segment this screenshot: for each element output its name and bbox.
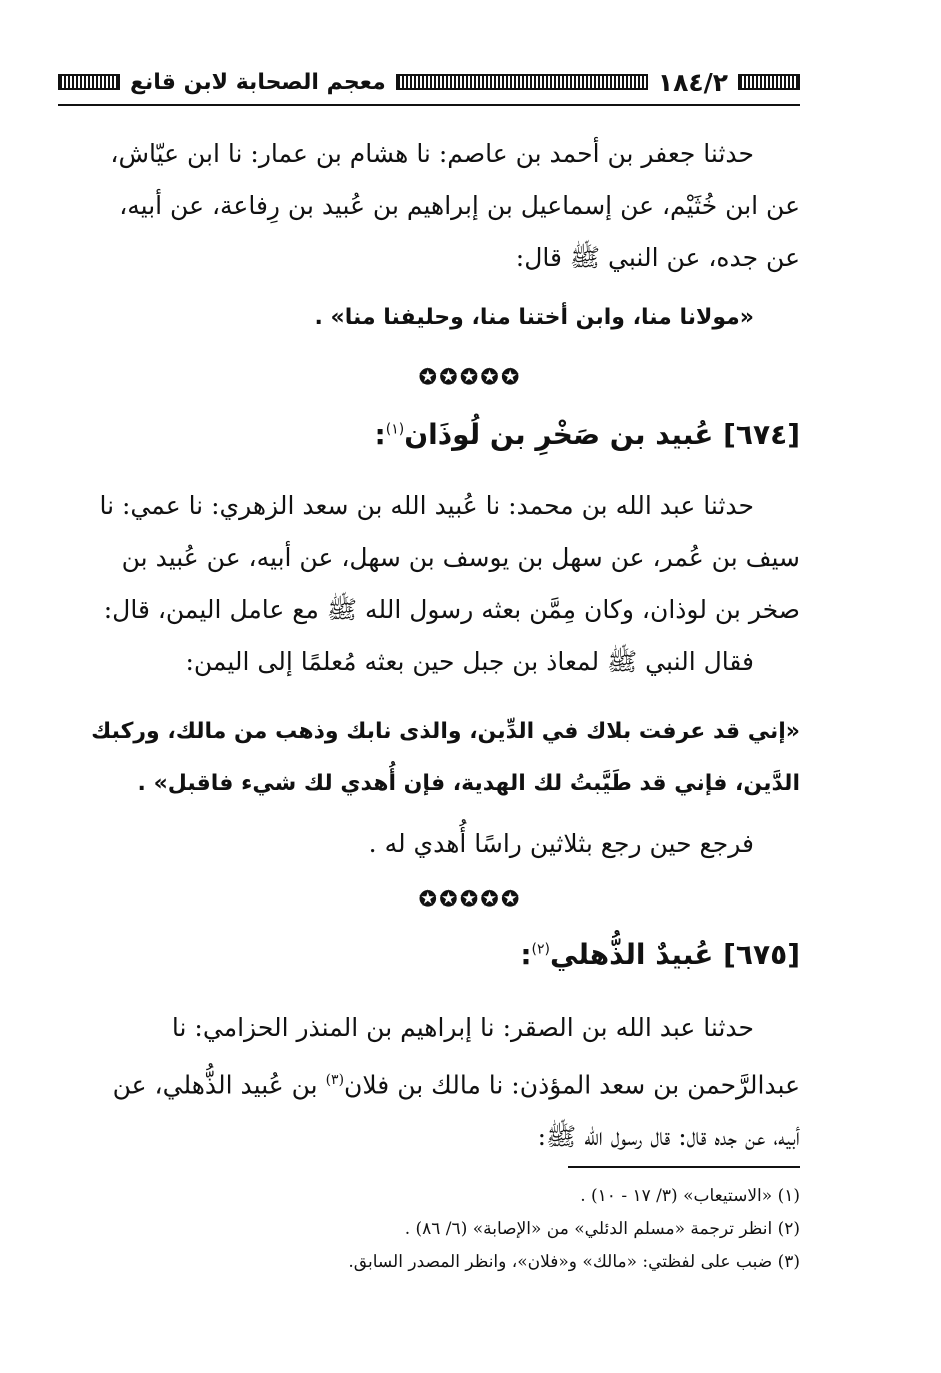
footnote-2: (٢) انظر ترجمة «مسلم الدئلي» من «الإصابة» (٦/ ٨٦) . [404,1219,800,1239]
heading-text: [٦٧٤] عُبيد بن صَخْرِ بن لُوذَان [404,418,800,451]
footnote-ref: (١) [385,421,405,438]
footnote-1: (١) «الاستيعاب» (٣/ ١٧ - ١٠) . [580,1186,800,1206]
text-line: حدثنا عبد الله بن محمد: نا عُبيد الله بن سعد الزهري: نا عمي: نا [99,491,754,520]
text-line: حدثنا جعفر بن أحمد بن عاصم: نا هشام بن عمار: نا ابن عيّاش، [110,139,754,168]
heading-colon: : [520,938,532,971]
heading-colon: : [374,418,386,451]
hadith-chain-673 [58,128,800,284]
text-line: أبيه، عن جده قال: قال رسول الله ﷺ: [537,1122,800,1152]
section-divider: ✪✪✪✪✪ [419,364,522,389]
hadith-chain-674 [58,480,800,688]
hadith-quote: «إني قد عرفت بلاك في الدِّين، والذى نابك وذهب من مالك، وركبك [91,719,800,744]
hadith-text-673 [58,292,800,344]
entry-heading-674 [58,418,800,451]
hadith-chain-675 [58,1002,800,1163]
header-ornament [58,74,120,90]
text-line: عن جده، عن النبي ﷺ قال: [515,243,800,272]
text-line: صخر بن لوذان، وكان مِمَّن بعثه رسول الله ﷺ مع عامل اليمن، قال: [103,595,800,624]
header-ornament [396,74,648,90]
footnote-3: (٣) ضبب على لفظتي: «مالك» و«فلان»، وانظر المصدر السابق. [348,1252,800,1272]
running-header [58,62,800,102]
hadith-quote: الدَّين، فإني قد طَيَّبتُ لك الهدية، فإن أُهدي لك شيء فاقبل» . [137,771,800,796]
text-line [58,1054,800,1111]
hadith-quote: «مولانا منا، وابن أختنا منا، وحليفنا منا» . [314,305,754,330]
book-title: معجم الصحابة لابن قانع [130,69,386,95]
narration-end-674 [58,818,800,870]
text-line: سيف بن عُمر، عن سهل بن يوسف بن سهل، عن أبيه، عن عُبيد بن [121,543,800,572]
header-ornament [738,74,800,90]
text-line: فرجع حين رجع بثلاثين راسًا أُهدي له . [368,829,754,858]
text-line: عن ابن خُثَيْم، عن إسماعيل بن إبراهيم بن عُبيد بن رِفاعة، عن أبيه، [119,191,800,220]
heading-text: [٦٧٥] عُبيدٌ الذُّهلي [550,938,800,971]
footnotes [58,1180,800,1279]
hadith-text-674 [58,706,800,810]
text-line: حدثنا عبد الله بن الصقر: نا إبراهيم بن المنذر الحزامي: نا [171,1013,754,1042]
header-rule [58,104,800,106]
text-segment: عبدالرَّحمن بن سعد المؤذن: نا مالك بن فلان [344,1070,800,1100]
entry-heading-675 [58,938,800,971]
footnote-ref: (٢) [531,941,550,958]
section-divider: ✪✪✪✪✪ [419,886,522,911]
text-segment: بن عُبيد الذُّهلي، عن [112,1070,326,1100]
page-number: ١٨٤/٢ [657,67,728,97]
footnote-rule [568,1166,800,1168]
footnote-ref: (٣) [325,1072,345,1088]
text-line: فقال النبي ﷺ لمعاذ بن جبل حين بعثه مُعلمًا إلى اليمن: [185,647,754,676]
